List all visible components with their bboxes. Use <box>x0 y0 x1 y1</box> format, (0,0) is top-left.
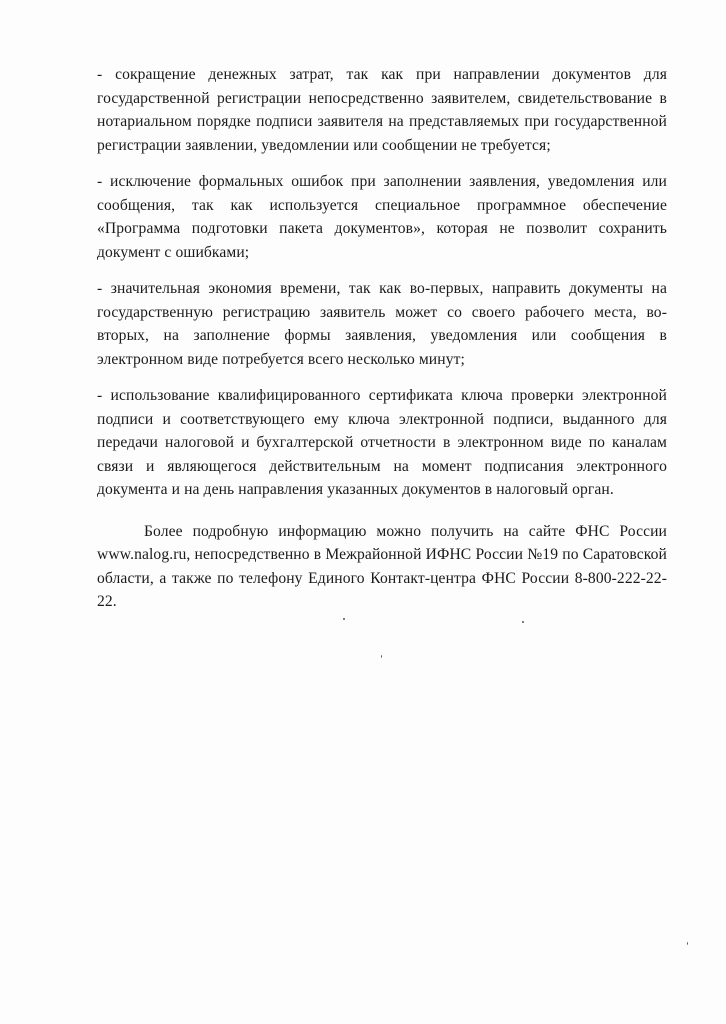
paragraph-error-exclusion: - исключение формальных ошибок при заполнении заявления, уведомления или сообщения, так как используется специальное программное обеспечение «Программа подготовки пакета документов», которая не позволит сохранить документ с ошибками; <box>97 173 667 261</box>
scan-speck <box>522 621 524 623</box>
paragraph-certificate-usage: - использование квалифицированного сертификата ключа проверки электронной подписи и соответствующего ему ключа электронной подписи, выданного для передачи налоговой и бухгалтерской отчетности в электронном виде по каналам связи и являющегося действительным на момент подписания электронного документа и на день направления указанных документов в налоговый орган. <box>97 387 667 498</box>
paragraph-cost-reduction: - сокращение денежных затрат, так как при направлении документов для государственной регистрации непосредственно заявителем, свидетельствование в нотариальном порядке подписи заявителя на представляемых при государственной регистрации заявлении, уведомлении или сообщении не требуется; <box>97 66 667 154</box>
document-body <box>97 63 667 627</box>
paragraph-closing-info: Более подробную информацию можно получить на сайте ФНС России www.nalog.ru, непосредственно в Межрайонной ИФНС России №19 по Саратовской области, а также по телефону Единого Контакт-центра ФНС России 8-800-222-22-22. <box>97 522 667 610</box>
scan-speck <box>381 655 382 658</box>
scan-speck <box>343 618 345 620</box>
scan-speck <box>687 942 688 945</box>
paragraph-time-savings: - значительная экономия времени, так как во-первых, направить документы на государственную регистрацию заявитель может со своего рабочего места, во-вторых, на заполнение формы заявления, уведомления или сообщения в электронном виде потребуется всего несколько минут; <box>97 280 667 368</box>
